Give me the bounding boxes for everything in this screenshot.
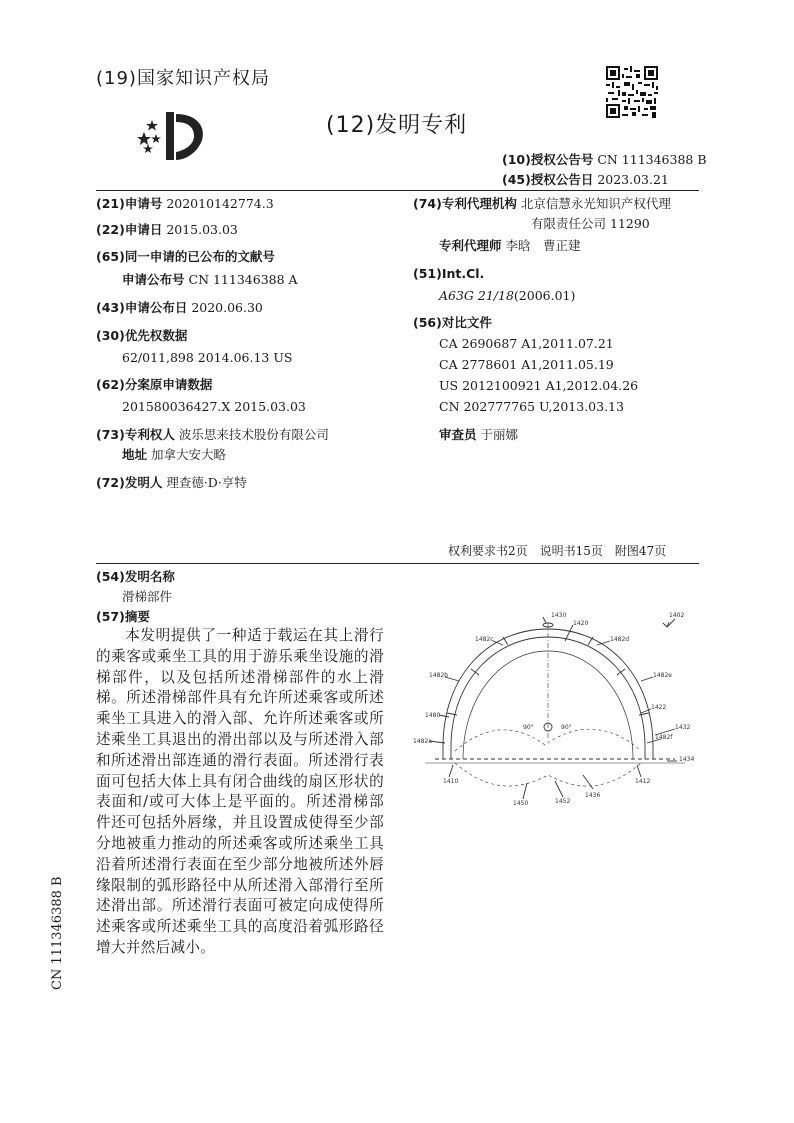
divider-rule [96, 563, 699, 564]
inventor-value: 理查德·D·亨特 [166, 475, 247, 490]
figure-label: 90° [561, 724, 572, 731]
figure-label: 1482a [413, 738, 432, 745]
cited-item: US 2012100921 A1,2012.04.26 [439, 378, 639, 393]
pub-date-value: 2020.06.30 [191, 300, 263, 315]
agency-label: (74)专利代理机构 [413, 196, 517, 211]
figure-label: 1482c [475, 636, 494, 643]
page-count-info: 权利要求书2页 说明书15页 附图47页 [448, 544, 667, 558]
figure-label: 1482d [610, 636, 630, 643]
agent-label: 专利代理师 [439, 238, 502, 253]
examiner [439, 425, 518, 445]
intcl-version: (2006.01) [513, 288, 576, 303]
agency [413, 194, 671, 214]
figure-label: 1422 [651, 704, 667, 711]
pub-no [122, 270, 298, 290]
figure-label: 1430 [551, 612, 567, 619]
abstract-label: (57)摘要 [96, 609, 150, 624]
cited-item: CA 2778601 A1,2011.05.19 [439, 357, 614, 372]
figure-label: 1450 [513, 800, 529, 807]
app-no-value: 202010142774.3 [166, 196, 274, 211]
cited-item: CA 2690687 A1,2011.07.21 [439, 336, 614, 351]
patentee [96, 425, 329, 445]
figure-label: 1482b [429, 672, 449, 679]
address [122, 445, 226, 465]
agency-line2: 有限责任公司 11290 [531, 216, 650, 231]
address-value: 加拿大安大略 [151, 447, 227, 462]
app-no [96, 194, 274, 214]
patentee-value: 波乐思来技术股份有限公司 [178, 427, 329, 442]
grant-pub-no-value: CN 111346388 B [597, 152, 707, 167]
figure-label: 1412 [635, 778, 651, 785]
figure-label: 1480 [425, 712, 441, 719]
inventor-label: (72)发明人 [96, 475, 163, 490]
pub-date [96, 298, 263, 318]
pub-no-label: 申请公布号 [122, 272, 185, 287]
sidebar-pub-no: CN 111346388 B [50, 876, 65, 990]
invention-title: 滑梯部件 [122, 589, 173, 604]
priority-label: (30)优先权数据 [96, 328, 188, 343]
title-label: (54)发明名称 [96, 569, 175, 584]
figure-label: 90° [523, 724, 534, 731]
pub-no-value: CN 111346388 A [188, 272, 298, 287]
cited-item: CN 202777765 U,2013.03.13 [439, 399, 624, 414]
cited-label: (56)对比文件 [413, 315, 492, 330]
figure-label: 1432 [675, 724, 691, 731]
figure-label: 1482f [655, 734, 673, 741]
priority-value: 62/011,898 2014.06.13 US [122, 350, 293, 365]
grant-date [502, 170, 669, 190]
examiner-label: 审查员 [439, 427, 477, 442]
cnipa-logo [130, 104, 210, 168]
app-date-value: 2015.03.03 [166, 222, 238, 237]
app-no-label: (21)申请号 [96, 196, 163, 211]
patent-figure [405, 605, 705, 819]
app-date-label: (22)申请日 [96, 222, 163, 237]
figure-label: 1402 [669, 612, 685, 619]
figure-label: 1410 [443, 778, 459, 785]
qr-code [606, 66, 658, 122]
grant-date-label: (45)授权公告日 [502, 172, 594, 187]
grant-pub-no-label: (10)授权公告号 [502, 152, 594, 167]
grant-date-value: 2023.03.21 [597, 172, 669, 187]
document-type: (12)发明专利 [326, 113, 468, 138]
app-date [96, 220, 238, 240]
agent [439, 236, 581, 256]
figure-label: 1420 [573, 620, 589, 627]
figure-label: 1482e [653, 672, 672, 679]
division-value: 201580036427.X 2015.03.03 [122, 399, 306, 414]
abstract-text: 本发明提供了一种适于载运在其上滑行的乘客或乘坐工具的用于游乐乘坐设施的滑梯部件，以及包括所述滑梯部件的水上滑梯。所述滑梯部件具有允许所述乘客或所述乘坐工具进入的滑入部、允许所述乘客或所述乘坐工具退出的滑出部以及与所述滑入部和所述滑出部连通的滑行表面。所述滑行表面可包括大体上具有闭合曲线的扇区形状的表面和/或可大体上是平面的。所述滑梯部件还可包括外唇缘，并且设置成使得至少部分地被重力推动的所述乘客或所述乘坐工具沿着所述滑行表面在至少部分地被所述外唇缘限制的弧形路径中从所述滑入部滑行至所述滑出部。所述滑行表面可被定向成使得所述乘客或所述乘坐工具的高度沿着弧形路径增大并然后减小。 [96, 627, 384, 956]
intcl-label: (51)Int.Cl. [413, 266, 485, 281]
division-label: (62)分案原申请数据 [96, 377, 213, 392]
figure-label: 1452 [555, 798, 571, 805]
header-rule [96, 190, 699, 191]
agency-line1: 北京信慧永光知识产权代理 [520, 196, 671, 211]
intcl [439, 286, 575, 306]
figure-label: 1434 [679, 756, 695, 763]
intcl-value: A63G 21/18 [439, 288, 514, 303]
pub-date-label: (43)申请公布日 [96, 300, 188, 315]
examiner-value: 于丽娜 [480, 427, 519, 442]
office-name: (19)国家知识产权局 [96, 68, 270, 89]
figure-label: 1436 [585, 792, 601, 799]
inventor [96, 473, 247, 493]
prior-pub-label: (65)同一申请的已公布的文献号 [96, 249, 275, 264]
grant-pub-no [502, 150, 707, 170]
agent-value: 李晗 曹正建 [505, 238, 581, 253]
address-label: 地址 [122, 447, 148, 462]
patentee-label: (73)专利权人 [96, 427, 175, 442]
